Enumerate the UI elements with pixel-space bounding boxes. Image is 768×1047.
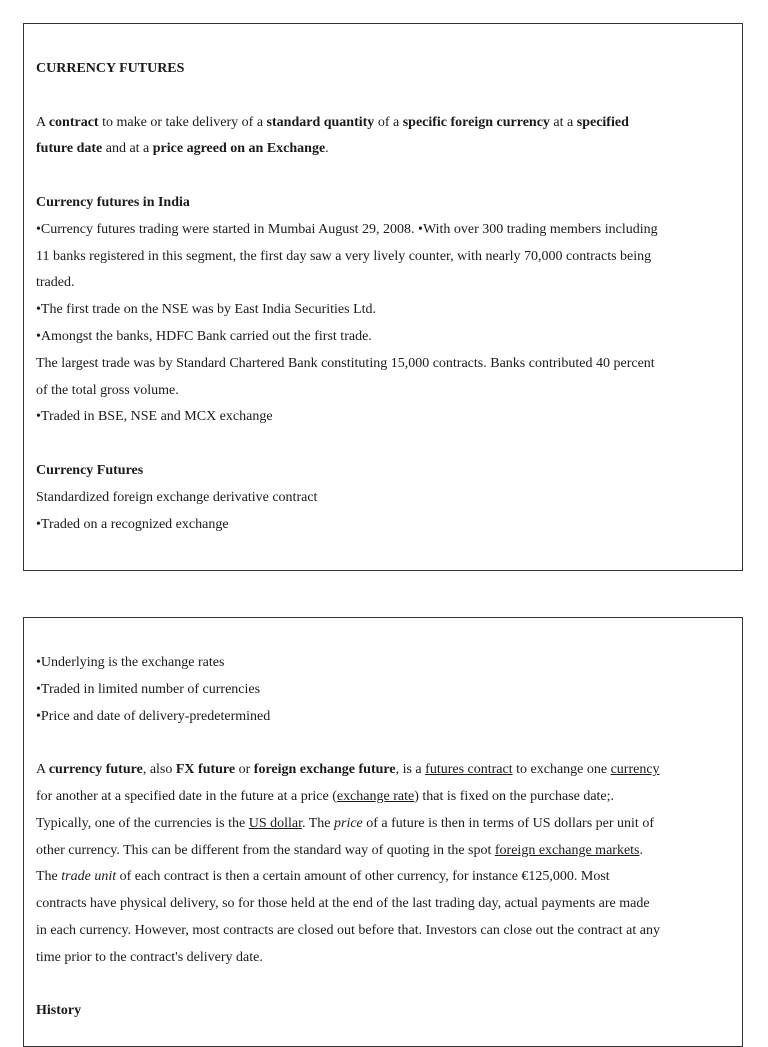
- bold-term: future date: [36, 141, 103, 157]
- paragraph-line: [36, 945, 730, 972]
- spacer: [36, 431, 730, 458]
- bold-term: foreign exchange future: [253, 762, 396, 778]
- india-line: •Currency futures trading were started in Mumbai August 29, 2008. •With over 300 trading members including: [36, 221, 658, 237]
- history-heading: History: [36, 1003, 82, 1019]
- italic-term: price: [334, 815, 363, 831]
- bold-term: specified: [576, 114, 629, 130]
- text-segment: and at a: [102, 141, 153, 157]
- bullet-line: •Underlying is the exchange rates: [36, 655, 225, 670]
- india-line: traded.: [36, 275, 75, 291]
- text-segment: to exchange one: [512, 762, 611, 778]
- bullet-line: •Price and date of delivery-predetermined: [36, 708, 271, 724]
- text-segment: to make or take delivery of a: [98, 114, 267, 130]
- spacer: [36, 730, 730, 757]
- paragraph-line: [36, 757, 730, 784]
- page-1: [23, 23, 743, 571]
- india-line: 11 banks registered in this segment, the first day saw a very lively counter, with nearly 70,000 contracts being: [36, 248, 652, 264]
- paragraph-line: [36, 864, 730, 891]
- link-text[interactable]: exchange rate: [336, 788, 415, 804]
- text-segment: ) that is fixed on the purchase date;.: [414, 788, 615, 804]
- italic-term: trade unit: [61, 869, 117, 885]
- text-segment: A: [36, 114, 49, 130]
- text-segment: . The: [301, 815, 334, 831]
- bold-term: standard quantity: [266, 114, 375, 130]
- text-segment: of each contract is then a certain amount of other currency, for instance €125,000. Most: [116, 869, 610, 885]
- text-segment: , also: [142, 762, 176, 778]
- india-heading: Currency futures in India: [36, 194, 190, 210]
- spacer: [36, 83, 730, 110]
- link-text[interactable]: currency: [610, 762, 660, 778]
- page-2-content: [24, 650, 742, 1025]
- text-segment: .: [325, 141, 329, 157]
- spacer: [36, 972, 730, 999]
- bold-term: specific foreign currency: [402, 114, 550, 130]
- document-title: CURRENCY FUTURES: [36, 61, 185, 76]
- definition-line-1: [36, 110, 730, 137]
- text-segment: A: [36, 762, 49, 778]
- link-text[interactable]: US dollar: [248, 815, 302, 831]
- bullet-line: •Traded in limited number of currencies: [36, 681, 261, 697]
- text-segment: other currency. This can be different from the standard way of quoting in the spot: [36, 842, 495, 858]
- bold-term: contract: [48, 114, 99, 130]
- paragraph-line: [36, 891, 730, 918]
- paragraph-line: [36, 838, 730, 865]
- futures-line: Standardized foreign exchange derivative contract: [36, 489, 318, 505]
- bold-term: currency future: [48, 762, 143, 778]
- text-segment: at a: [549, 114, 577, 130]
- text-segment: or: [235, 762, 254, 778]
- futures-line: •Traded on a recognized exchange: [36, 516, 229, 532]
- page-1-content: [24, 56, 742, 538]
- text-segment: The: [36, 869, 62, 885]
- link-text[interactable]: foreign exchange markets: [494, 842, 640, 858]
- text-segment: of a: [374, 114, 403, 130]
- paragraph-line: [36, 918, 730, 945]
- text-segment: .: [639, 842, 643, 858]
- definition-line-2: [36, 136, 730, 163]
- spacer: [36, 163, 730, 190]
- paragraph-line: [36, 784, 730, 811]
- text-segment: for another at a specified date in the future at a price (: [36, 788, 337, 804]
- paragraph-line: [36, 811, 730, 838]
- page-2: [23, 617, 743, 1047]
- futures-heading: Currency Futures: [36, 462, 144, 478]
- text-segment: contracts have physical delivery, so for those held at the end of the last trading day, actual payments are made: [36, 896, 650, 912]
- india-line: •Amongst the banks, HDFC Bank carried out the first trade.: [36, 328, 372, 344]
- bold-term: price agreed on an Exchange: [152, 141, 326, 157]
- text-segment: time prior to the contract's delivery date.: [36, 949, 263, 965]
- link-text[interactable]: futures contract: [425, 762, 513, 778]
- text-segment: , is a: [395, 762, 426, 778]
- india-line: •The first trade on the NSE was by East India Securities Ltd.: [36, 302, 377, 318]
- text-segment: in each currency. However, most contracts are closed out before that. Investors can close out the contract at any: [36, 922, 660, 938]
- india-line: of the total gross volume.: [36, 382, 179, 398]
- bold-term: FX future: [175, 762, 236, 778]
- text-segment: of a future is then in terms of US dollars per unit of: [362, 815, 654, 831]
- india-line: The largest trade was by Standard Chartered Bank constituting 15,000 contracts. Banks contributed 40 percent: [36, 355, 655, 371]
- text-segment: Typically, one of the currencies is the: [36, 815, 249, 831]
- india-line: •Traded in BSE, NSE and MCX exchange: [36, 409, 273, 425]
